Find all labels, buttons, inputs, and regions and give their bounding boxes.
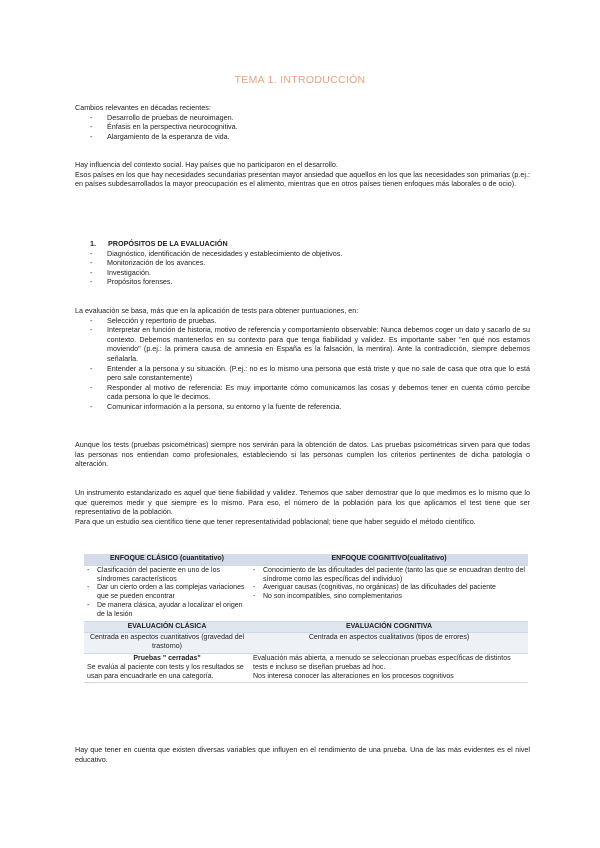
- cognitive-processes-text: Nos interesa conocer las alteraciones en los procesos cognitivos: [253, 672, 454, 680]
- context-paragraph: Esos países en los que hay necesidades secundarias presentan mayor ansiedad que aquellos en los que las necesidades son primarias (p.ej.: en países subdesarrollados la mayor preocupación es el alimento, mientras que en otros países tienen enfoques más laborales o de ocio).: [75, 169, 530, 189]
- purposes-list: [75, 249, 530, 287]
- list-item: - Conocimiento de las dificultades del paciente (tanto las que se encuadran dentro del síndrome como las específicas del individuo): [253, 567, 525, 585]
- table-header-row: [84, 554, 528, 565]
- list-item: - Selección y repertorio de pruebas.: [75, 316, 530, 326]
- evaluation-section: [75, 306, 530, 412]
- comparison-table: [84, 554, 528, 683]
- list-item: - Clasificación del paciente en uno de los síndromes característicos: [87, 567, 247, 585]
- list-item: - Monitorización de los avances.: [75, 258, 530, 268]
- table-header-classic: ENFOQUE CLÁSICO (cuantitativo): [84, 554, 250, 565]
- evaluation-lead: La evaluación se basa, más que en la aplicación de tests para obtener puntuaciones, en:: [75, 306, 359, 315]
- table-cell: [84, 565, 250, 621]
- cognitive-list: [253, 567, 525, 602]
- table-header-cognitive-eval: EVALUACIÓN COGNITIVA: [250, 621, 528, 633]
- list-item: - Diagnóstico, identificación de necesidades y establecimiento de objetivos.: [75, 249, 530, 259]
- context-line: Hay influencia del contexto social. Hay países que no participaron en el desarrollo.: [75, 160, 338, 169]
- page-title: TEMA 1. INTRODUCCIÓN: [234, 74, 366, 86]
- section-purposes: [75, 239, 530, 287]
- table-cell: Centrada en aspectos cuantitativos (gravedad del trastorno): [84, 633, 250, 654]
- final-paragraph: Hay que tener en cuenta que existen diversas variables que influyen en el rendimiento de una prueba. Una de las más evidentes es el nivel educativo.: [75, 745, 530, 764]
- list-item: - Investigación.: [75, 268, 530, 278]
- section-heading-text: PROPÓSITOS DE LA EVALUACIÓN: [108, 239, 228, 248]
- study-paragraph: Para que un estudio sea científico tiene que tener representatividad poblacional; tiene que haber seguido el método científico.: [75, 516, 476, 526]
- list-item: - Desarrollo de pruebas de neuroimagen.: [75, 113, 530, 123]
- list-item: - Averiguar causas (cognitivas, no orgánicas) de las dificultades del paciente: [253, 584, 525, 593]
- table-header-classic-eval: EVALUACIÓN CLÁSICA: [84, 621, 250, 633]
- list-item: - Dar un cierto orden a las complejas variaciones que se pueden encontrar: [87, 584, 247, 602]
- closed-tests-text: Se evalúa al paciente con tests y los resultados se usan para encuadrarle en una categoría.: [87, 663, 244, 680]
- list-item: - No son incompatibles, sino complementarios: [253, 593, 525, 602]
- table-cell: [84, 653, 250, 682]
- table-cell: [250, 653, 528, 682]
- table-cell: Centrada en aspectos cualitativos (tipos de errores): [250, 633, 528, 654]
- table-cell: [250, 565, 528, 621]
- table-header-cognitive: ENFOQUE COGNITIVO(cualitativo): [250, 554, 528, 565]
- intro-section: [75, 103, 530, 141]
- section-number: 1.: [90, 239, 96, 248]
- section-heading: [75, 239, 530, 249]
- context-section: [75, 160, 530, 189]
- intro-list: [75, 113, 530, 142]
- intro-lead: Cambios relevantes en décadas recientes:: [75, 103, 211, 112]
- closed-tests-title: Pruebas " cerradas": [133, 654, 201, 662]
- final-section: [75, 745, 530, 764]
- list-item: - Comunicar información a la persona, su entorno y la fuente de referencia.: [75, 402, 530, 412]
- list-item: - Énfasis en la perspectiva neurocognitiva.: [75, 122, 530, 132]
- table-row: [84, 633, 528, 654]
- tests-section: [75, 440, 530, 469]
- list-item: - Responder al motivo de referencia: Es muy importante cómo comunicamos las cosas y debemos tener en cuenta cómo percibe cada persona lo que le decimos.: [75, 383, 530, 402]
- list-item: - Entender a la persona y su situación. (P.ej.: no es lo mismo una persona que está triste y que no sale de casa que otra que lo está pero sale constantemente): [75, 364, 530, 383]
- classic-list: [87, 567, 247, 620]
- open-eval-text: Evaluación más abierta, a menudo se seleccionan pruebas específicas de distintos tests e incluso se diseñan pruebas ad hoc.: [253, 654, 511, 671]
- list-item: - De manera clásica, ayudar a localizar el origen de la lesión: [87, 602, 247, 620]
- instrument-paragraph: Un instrumento estandarizado es aquel que tiene fiabilidad y validez. Tenemos que saber demostrar que lo que medimos es lo mismo que lo que queremos medir y que siempre es lo mismo. Para eso, el número de la población para los que aplicamos el test tiene que ser representativo de la población.: [75, 488, 530, 517]
- list-item: - Alargamiento de la esperanza de vida.: [75, 132, 530, 142]
- table-row: [84, 653, 528, 682]
- table-header-row: [84, 621, 528, 633]
- list-item: - Interpretar en función de historia, motivo de referencia y comportamiento observable: Nunca debemos coger un dato y sacarlo de su contexto. Debemos mantenerlos en su contexto para que tenga fiabilidad y validez. Es importante saber "en qué nos estamos moviendo" (p.ej.: la primera causa de amnesia en España es la falsación, la mentira). Ante la contradicción, siempre debemos señalarla.: [75, 325, 530, 363]
- instrument-section: [75, 488, 530, 526]
- list-item: - Propósitos forenses.: [75, 277, 530, 287]
- evaluation-list: [75, 316, 530, 412]
- table-row: [84, 565, 528, 621]
- tests-paragraph: Aunque los tests (pruebas psicométricas) siempre nos servirán para la obtención de datos. Las pruebas psicométricas sirven para que todas las personas nos entiendan como profesionales, estableciendo si las personas cumplen los criterios pertinentes de dicha patología o alteración.: [75, 440, 530, 469]
